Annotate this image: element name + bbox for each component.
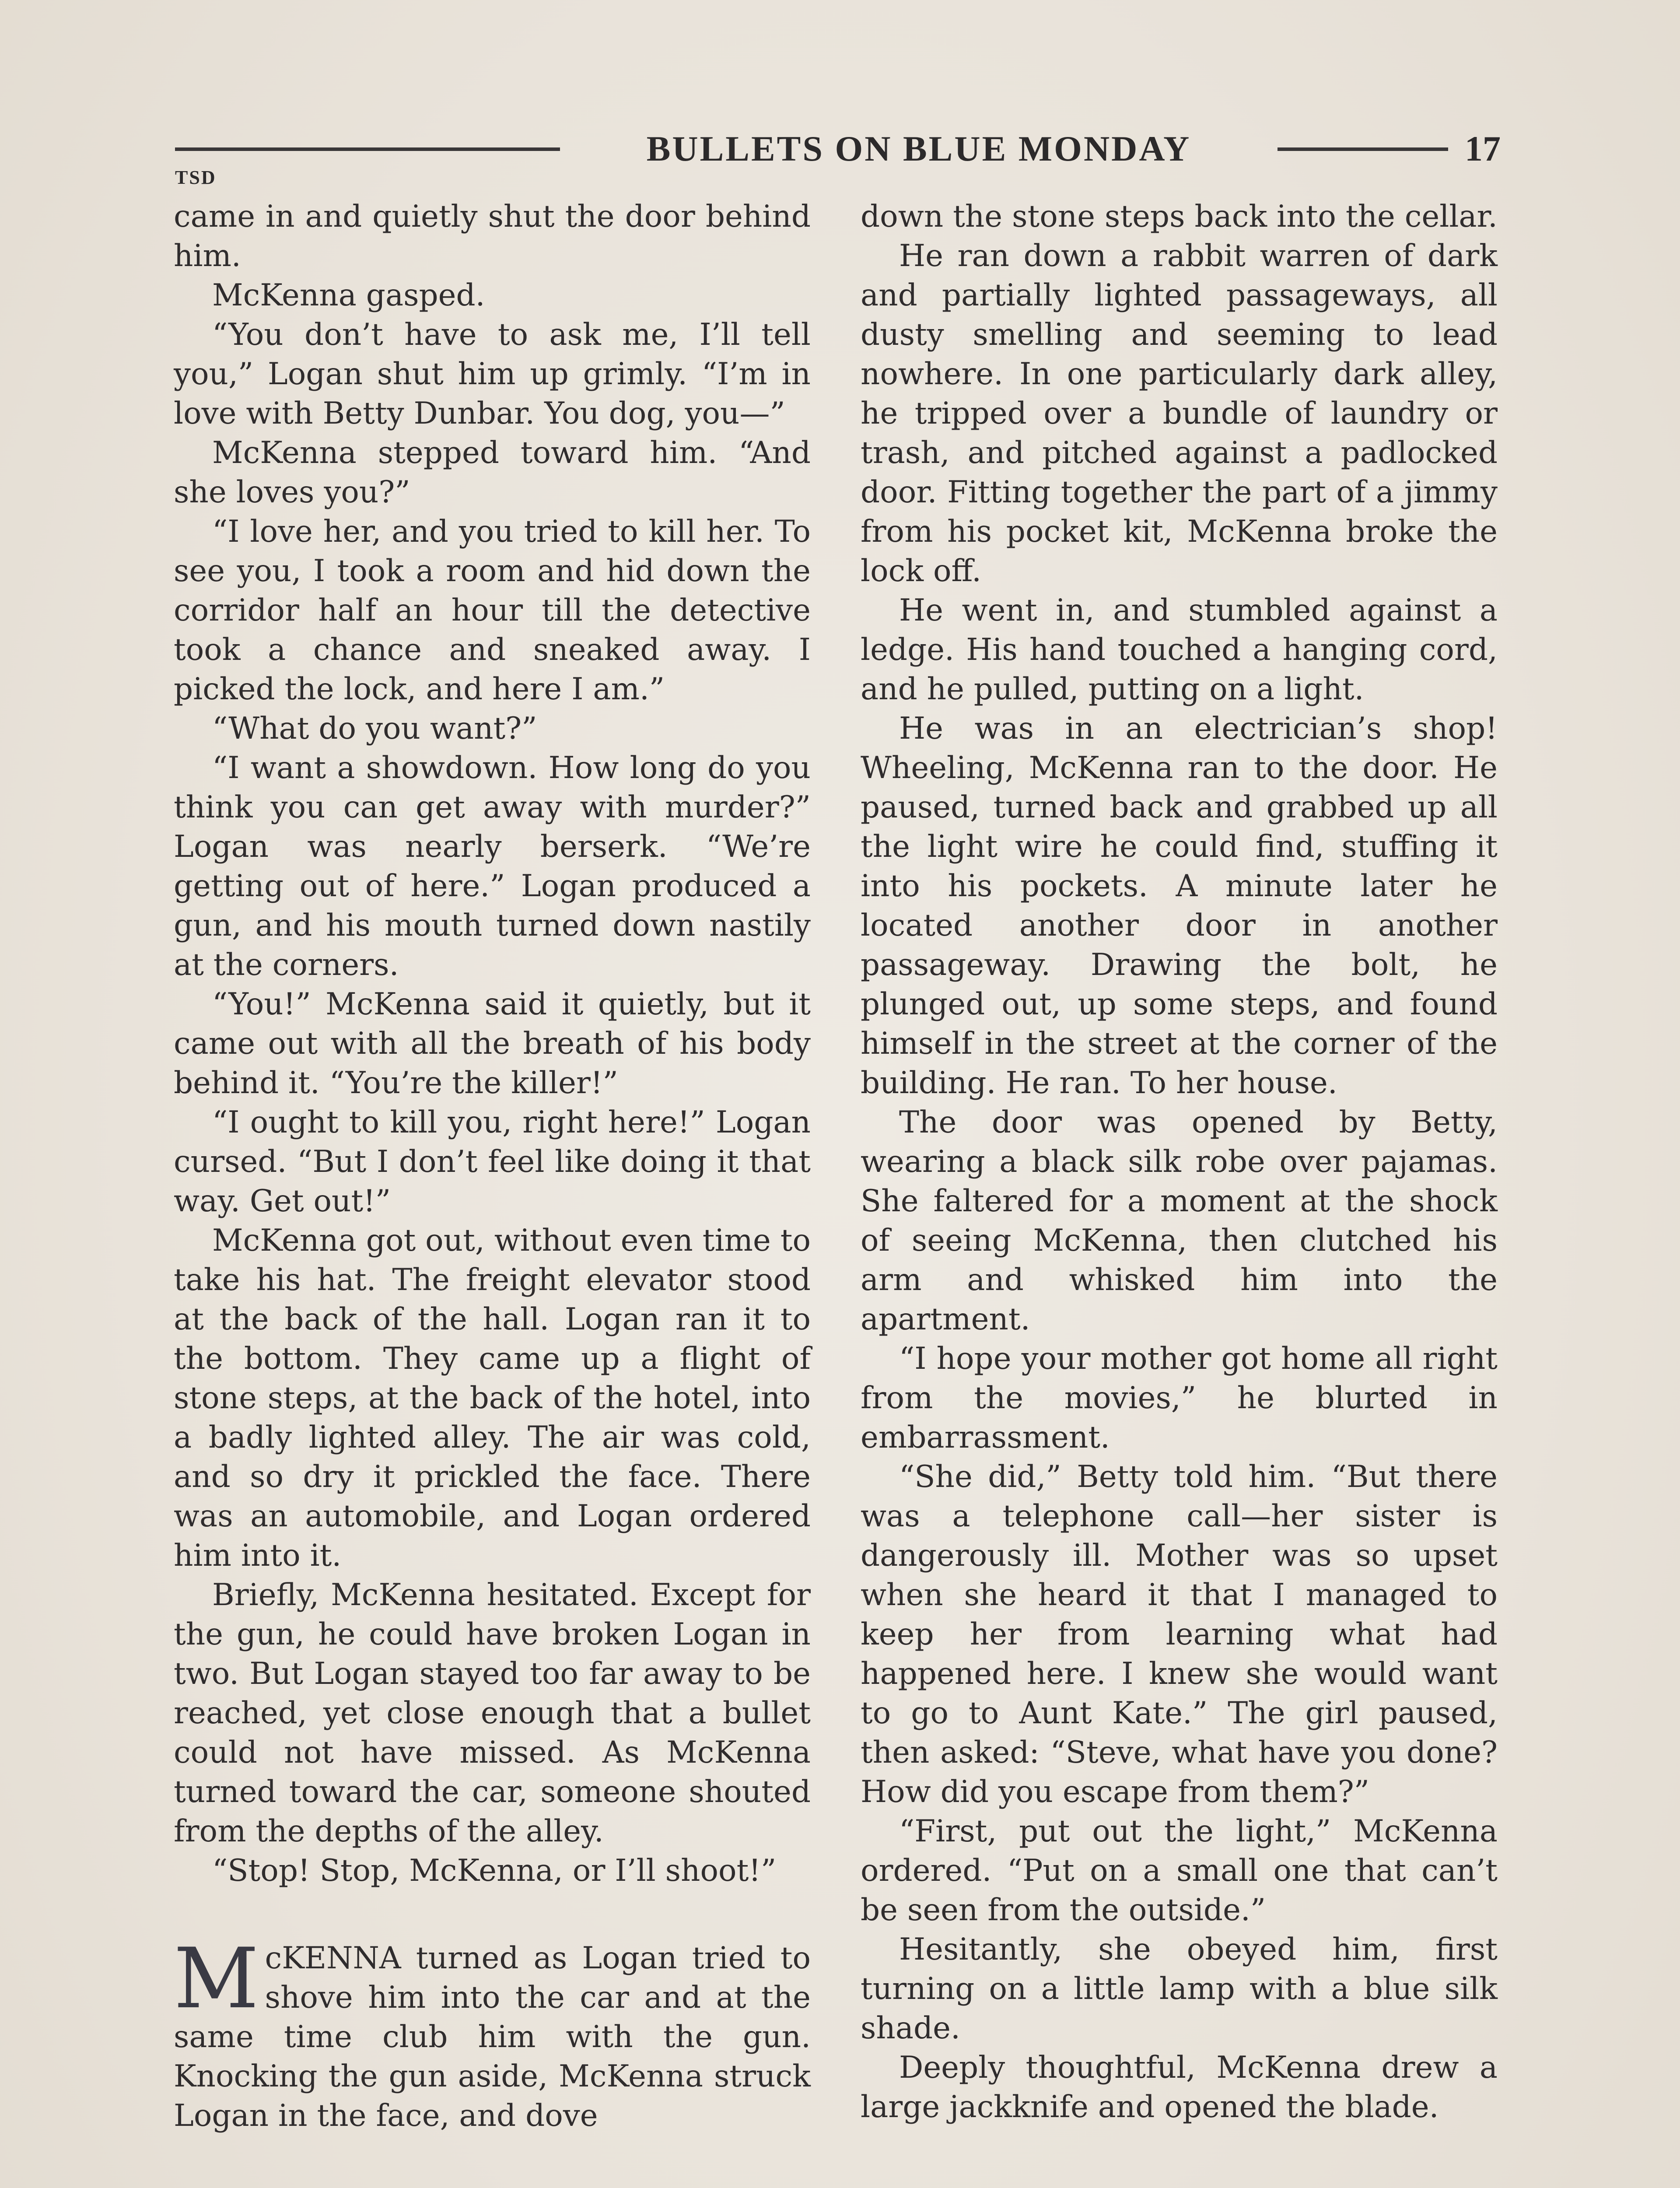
story-title: BULLETS ON BLUE MONDAY <box>646 129 1191 168</box>
right-column <box>861 197 1498 2127</box>
header-rule-left <box>175 147 560 151</box>
paragraph: came in and quietly shut the door behind him. <box>174 199 811 274</box>
section-tag: TSD <box>175 167 217 188</box>
paragraph: “Stop! Stop, McKenna, or I’ll shoot!” <box>212 1853 777 1888</box>
paragraph: “I want a showdown. How long do you think you can get away with murder?” Logan was nearly berserk. “We’re getting out of here.” Logan produced a gun, and his mouth turned down nastily at the corners. <box>174 750 811 982</box>
left-column <box>174 197 811 2135</box>
running-header <box>175 125 1501 173</box>
paragraph: He was in an electrician’s shop! Wheeling, McKenna ran to the door. He paused, turned back and grabbed up all the light wire he could find, stuffing it into his pockets. A minute later he located another door in another passageway. Drawing the bolt, he plunged out, up some steps, and found himself in the street at the corner of the building. He ran. To her house. <box>861 711 1498 1101</box>
header-rule-right <box>1278 147 1448 151</box>
paragraph: The door was opened by Betty, wearing a black silk robe over pajamas. She faltered for a moment at the shock of seeing McKenna, then clutched his arm and whisked him into the apartment. <box>861 1105 1498 1337</box>
dropcap-paragraph <box>174 1930 811 2135</box>
paragraph: “You!” McKenna said it quietly, but it came out with all the breath of his body behind it. “You’re the killer!” <box>174 987 811 1101</box>
paragraph: McKenna gasped. <box>212 278 485 313</box>
paragraph: “First, put out the light,” McKenna ordered. “Put on a small one that can’t be seen from the outside.” <box>861 1814 1498 1928</box>
paragraph: “You don’t have to ask me, I’ll tell you,” Logan shut him up grimly. “I’m in love with Betty Dunbar. You dog, you—” <box>174 317 811 431</box>
paragraph: “I ought to kill you, right here!” Logan cursed. “But I don’t feel like doing it that way. Get out!” <box>174 1105 811 1219</box>
drop-cap: M <box>174 1930 259 2027</box>
paragraph: “I hope your mother got home all right from the movies,” he blurted in embarrassment. <box>861 1341 1498 1455</box>
paragraph: McKenna stepped toward him. “And she loves you?” <box>174 435 811 510</box>
paragraph: “What do you want?” <box>212 711 537 746</box>
paragraph: He went in, and stumbled against a ledge. His hand touched a hanging cord, and he pulled, putting on a light. <box>861 593 1498 707</box>
dropcap-paragraph-text: cKENNA turned as Logan tried to shove him into the car and at the same time club him with the gun. Knocking the gun aside, McKenna struck Logan in the face, and dove <box>174 1941 811 2133</box>
section-break <box>174 1890 811 1939</box>
paragraph: “She did,” Betty told him. “But there was a telephone call—her sister is dangerously ill. Mother was so upset when she heard it that I managed to keep her from learning what had happened here. I knew she would want to go to Aunt Kate.” The girl paused, then asked: “Steve, what have you done? How did you escape from them?” <box>861 1459 1498 1809</box>
paragraph: Hesitantly, she obeyed him, first turning on a little lamp with a blue silk shade. <box>861 1932 1498 2046</box>
paragraph: He ran down a rabbit warren of dark and partially lighted passageways, all dusty smelling and seeming to lead nowhere. In one particularly dark alley, he tripped over a bundle of laundry or trash, and pitched against a padlocked door. Fitting together the part of a jimmy from his pocket kit, McKenna broke the lock off. <box>861 238 1498 589</box>
paragraph: Briefly, McKenna hesitated. Except for the gun, he could have broken Logan in two. But Logan stayed too far away to be reached, yet close enough that a bullet could not have missed. As McKenna turned toward the car, someone shouted from the depths of the alley. <box>174 1578 811 1849</box>
paragraph: down the stone steps back into the cellar. <box>861 199 1498 234</box>
paragraph: McKenna got out, without even time to take his hat. The freight elevator stood at the back of the hall. Logan ran it to the bottom. They came up a flight of stone steps, at the back of the hotel, into a badly lighted alley. The air was cold, and so dry it prickled the face. There was an automobile, and Logan ordered him into it. <box>174 1223 811 1573</box>
paragraph: “I love her, and you tried to kill her. To see you, I took a room and hid down the corridor half an hour till the detective took a chance and sneaked away. I picked the lock, and here I am.” <box>174 514 811 707</box>
paragraph: Deeply thoughtful, McKenna drew a large jackknife and opened the blade. <box>861 2050 1498 2125</box>
page-number: 17 <box>1465 129 1501 168</box>
